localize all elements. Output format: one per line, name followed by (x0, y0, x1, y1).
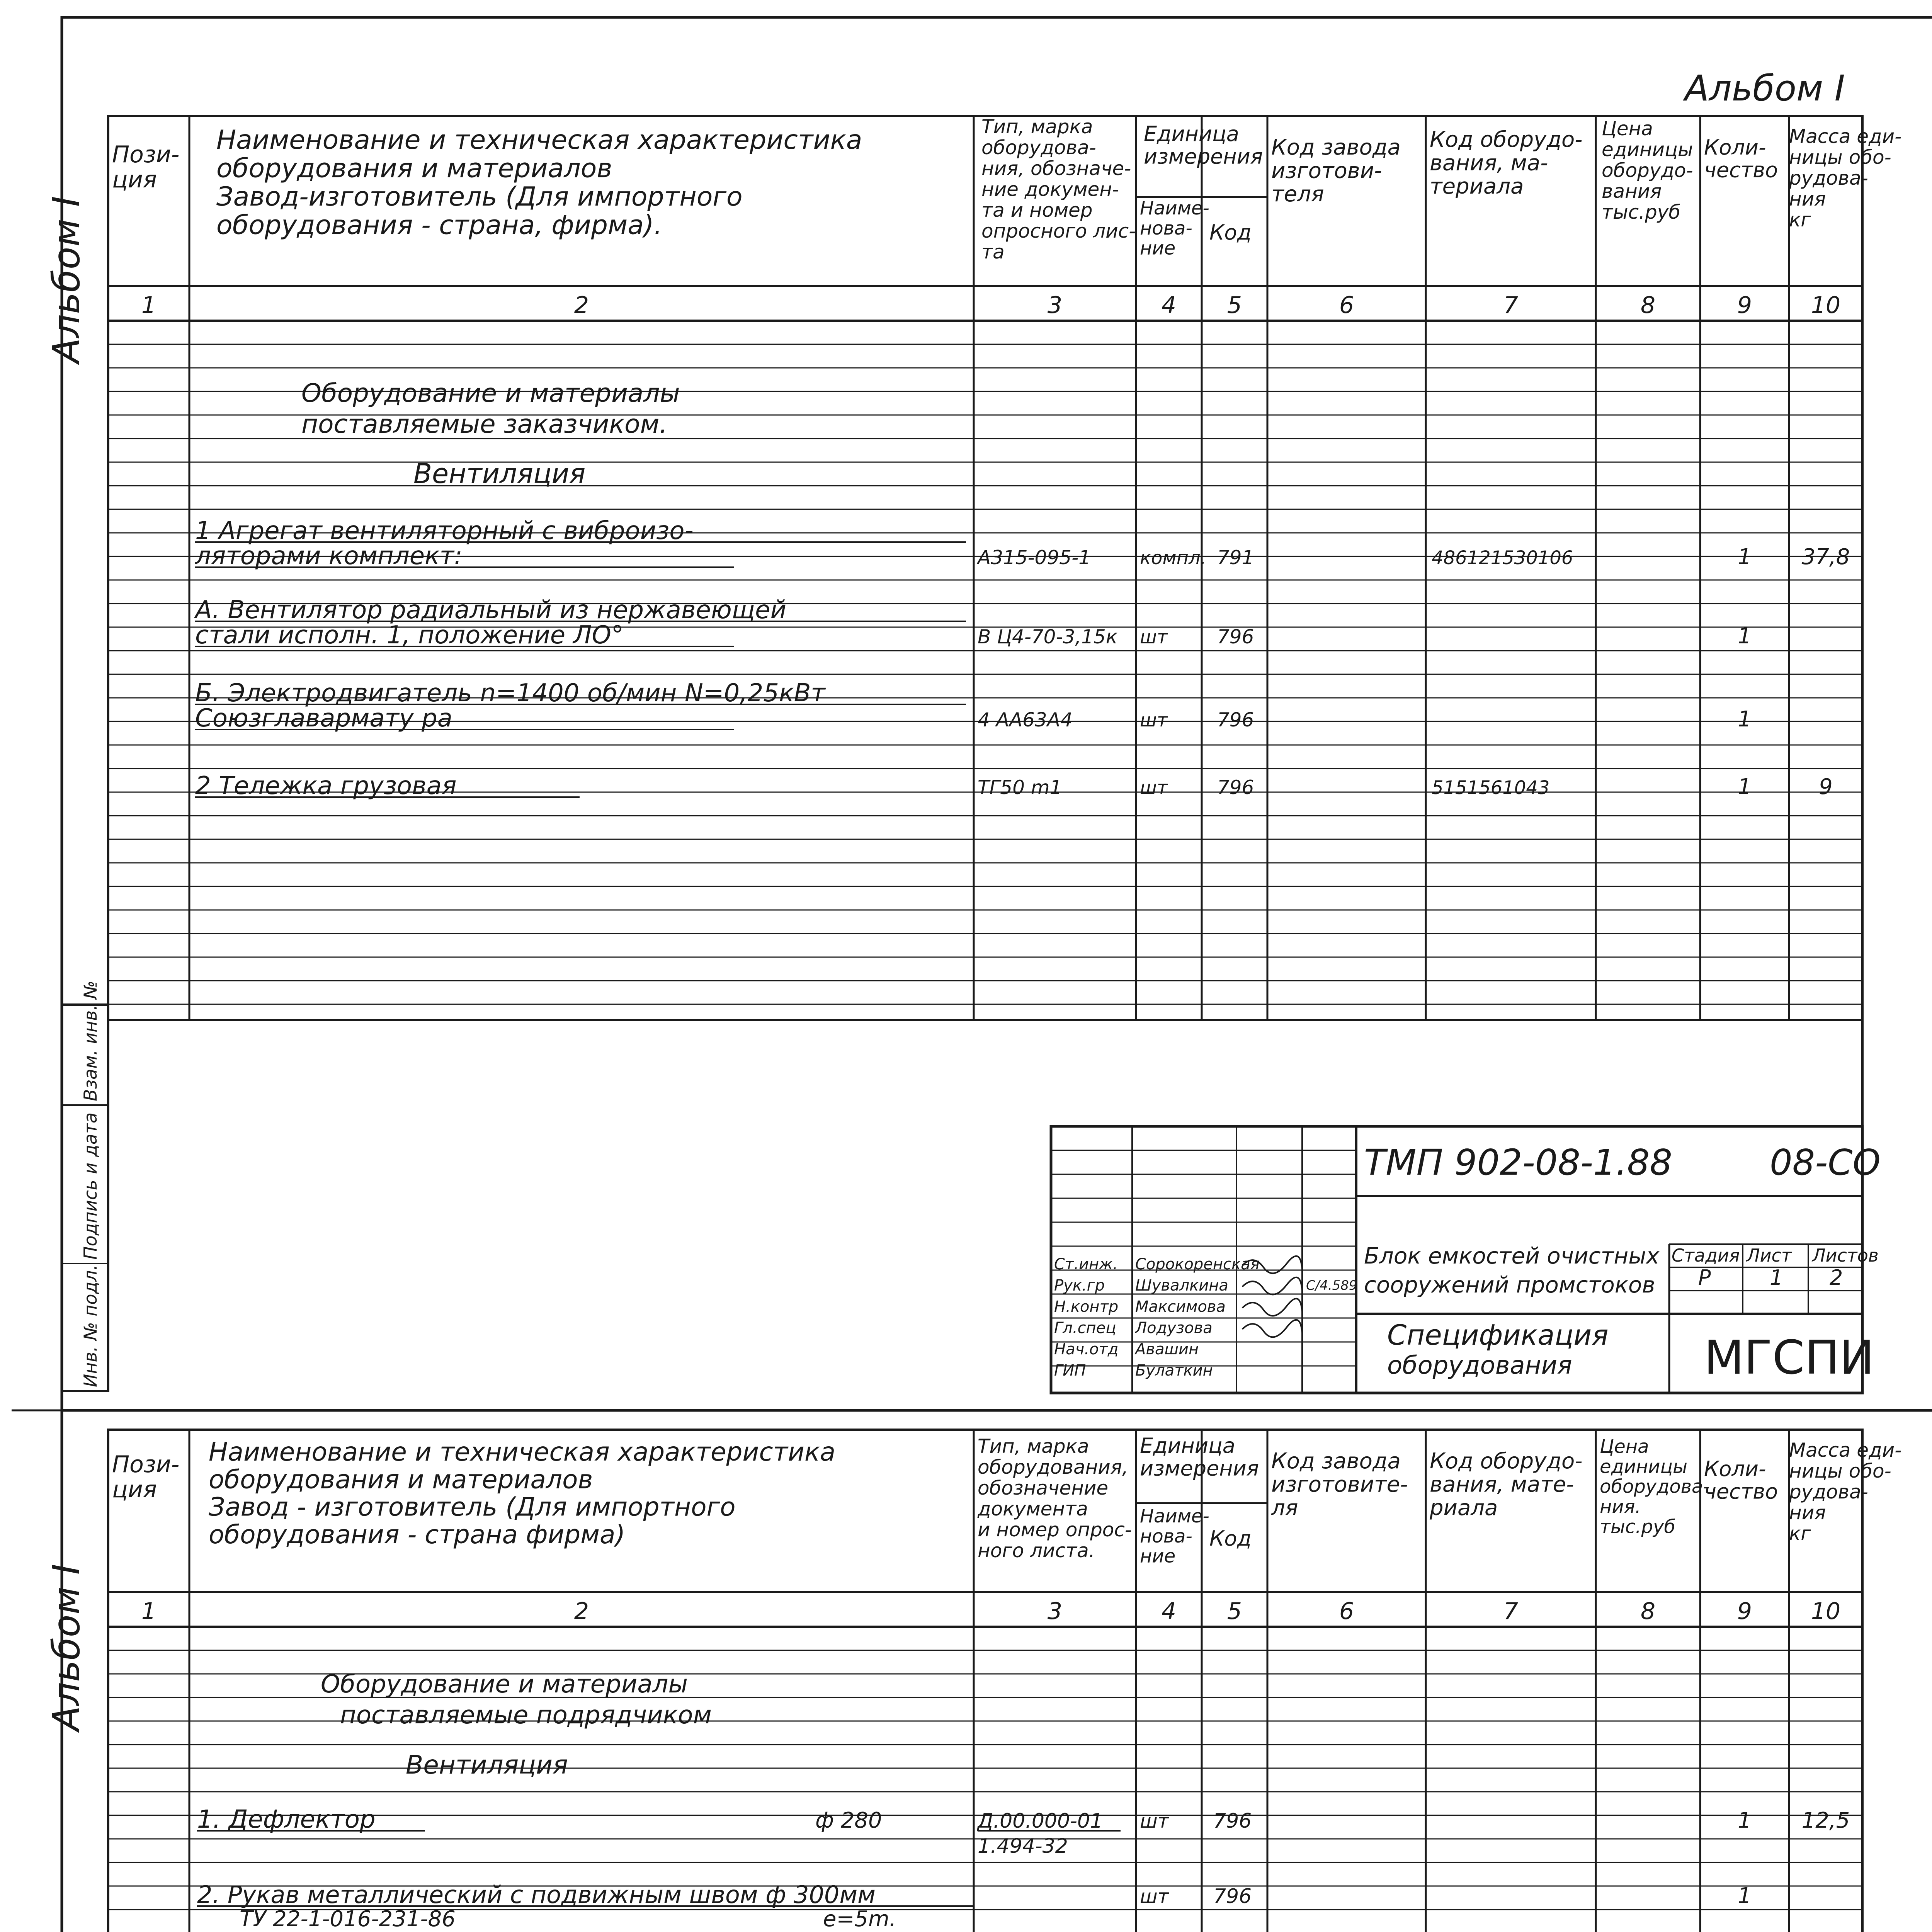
signer-role: Н.контр (1054, 1298, 1119, 1316)
column-number: 2 (574, 1598, 589, 1625)
album-label: Альбом I (1685, 68, 1845, 109)
col-header-unit: Единица измерения (1140, 1434, 1259, 1481)
column-number: 10 (1811, 292, 1841, 319)
signature (1242, 1277, 1302, 1295)
side-stamp-top (62, 981, 108, 1391)
item-type: 4 АА63А4 (978, 709, 1073, 731)
item-type: 1.494-32 (978, 1835, 1068, 1858)
title-block-top (1051, 1126, 1881, 1393)
column-numbers (141, 1598, 1840, 1625)
table-header (108, 116, 1901, 286)
signer-role: Нач.отд (1054, 1340, 1119, 1358)
col-header-equip: Код оборудо-вания, ма-териала (1430, 127, 1583, 199)
item-unit: компл. (1140, 547, 1206, 569)
col-header-plant: Код завода изготовите-ля (1271, 1449, 1408, 1520)
item-mass: 37,8 (1801, 544, 1850, 570)
subsection-title: Вентиляция (413, 458, 586, 490)
item-name: 2 Тележка грузовая (195, 772, 457, 800)
doc-suffix: 08-СО (1770, 1142, 1881, 1183)
item-unit-code: 796 (1217, 709, 1254, 731)
col-header-type: Тип, марка оборудова-ния, обозначе-ние докумен-та и номер опросного лис-та (981, 116, 1136, 263)
item-unit-code: 796 (1213, 1810, 1252, 1833)
items-bottom (197, 1805, 1850, 1932)
signer-role: ГИП (1054, 1362, 1086, 1379)
section-title: поставляемые заказчиком. (301, 409, 668, 439)
column-number: 5 (1227, 1598, 1242, 1625)
side-album-label-bottom: Альбом I (45, 1564, 88, 1731)
column-numbers (141, 292, 1840, 319)
item-length: e=5m. (823, 1906, 896, 1932)
col-header-unit: Единица измерения (1144, 122, 1263, 169)
item-quantity: 1 (1738, 624, 1752, 649)
item-quantity: 1 (1738, 1883, 1752, 1908)
signer-name: Авашин (1135, 1340, 1199, 1358)
spec-table-top (108, 116, 1901, 1391)
item-name: Б. Электродвигатель n=1400 об/мин N=0,25кВт (195, 679, 825, 707)
col-header-equip: Код оборудо-вания, мате-риала (1430, 1449, 1583, 1520)
col-header-unit-name: Наиме-нова-ние (1140, 197, 1209, 259)
column-number: 4 (1161, 292, 1177, 319)
stage-label: Стадия (1672, 1245, 1740, 1266)
column-number: 3 (1047, 292, 1063, 319)
col-header-name: Наименование и техническая характеристика оборудования и материалов Завод-изготовитель (Для импортного оборудования - страна, фирма). (216, 125, 862, 241)
signature (1242, 1299, 1302, 1316)
col-header-unit-code: Код (1209, 1526, 1252, 1551)
item-equipment-code: 5151561043 (1432, 777, 1550, 799)
sheet-label: Лист (1747, 1245, 1792, 1266)
col-header-price: Цена единицы оборудо-вания тыс.руб (1602, 117, 1693, 223)
signer-name: Лодузова (1135, 1319, 1213, 1337)
signer-name: Булаткин (1135, 1362, 1213, 1379)
column-number: 8 (1640, 292, 1656, 319)
date-mark: С/4.589 (1306, 1278, 1357, 1293)
column-number: 9 (1737, 292, 1752, 319)
col-header-unit-name: Наиме-нова-ние (1140, 1505, 1209, 1567)
col-header-price: Цена единицы оборудова-ния. тыс.руб (1600, 1436, 1710, 1538)
column-number: 7 (1503, 1598, 1519, 1625)
item-name: 1 Агрегат вентиляторный с виброизо- (195, 517, 694, 545)
item-unit-code: 796 (1213, 1885, 1252, 1908)
signature (1242, 1320, 1302, 1337)
item-spec: ТУ 22-1-016-231-86 (240, 1906, 456, 1932)
column-lines (108, 116, 1862, 1391)
column-number: 1 (141, 1598, 156, 1625)
stage-value: Р (1698, 1265, 1711, 1290)
item-mass: 12,5 (1801, 1808, 1850, 1833)
item-name: ляторами комплект: (195, 542, 463, 570)
col-header-mass: Масса еди-ницы обо-рудова-ния кг (1789, 1439, 1902, 1545)
col-header-unit-code: Код (1209, 220, 1252, 245)
col-header-name: Наименование и техническая характеристика оборудования и материалов Завод - изготовитель (Для импортного оборудования - страна фирма) (209, 1437, 836, 1549)
item-quantity: 1 (1738, 707, 1752, 732)
section-title: поставляемые подрядчиком (340, 1701, 712, 1730)
side-stamp-label: Взам. инв. № (80, 980, 101, 1101)
item-unit: шт (1140, 1885, 1169, 1908)
col-header-type: Тип, марка оборудования, обозначение документа и номер опрос-ного листа. (978, 1435, 1132, 1562)
signer-name: Максимова (1135, 1298, 1226, 1316)
doc-code: ТМП 902-08-1.88 (1364, 1142, 1672, 1183)
side-stamp-label: Подпись и дата (80, 1112, 101, 1260)
signer-role: Гл.спец (1054, 1319, 1116, 1337)
column-number: 6 (1339, 1598, 1354, 1625)
sheets-value: 2 (1830, 1265, 1843, 1290)
object-title: Блок емкостей очистных (1364, 1243, 1660, 1269)
object-title: сооружений промстоков (1364, 1272, 1655, 1298)
items-top (194, 517, 1850, 800)
column-number: 7 (1503, 292, 1519, 319)
document-title: оборудования (1387, 1351, 1572, 1380)
col-header-position: Пози-ция (112, 1451, 180, 1503)
item-mass: 9 (1819, 774, 1833, 799)
item-quantity: 1 (1738, 774, 1752, 799)
item-unit: шт (1140, 709, 1168, 731)
column-number: 10 (1811, 1598, 1841, 1625)
table-row (194, 517, 1850, 570)
item-unit-code: 796 (1217, 776, 1254, 799)
col-header-plant: Код завода изготови-теля (1271, 135, 1401, 207)
subsection-title: Вентиляция (406, 1750, 568, 1780)
column-number: 3 (1047, 1598, 1063, 1625)
item-type: В Ц4-70-3,15к (978, 626, 1118, 648)
item-unit: шт (1140, 777, 1168, 799)
organization: МГСПИ (1704, 1331, 1874, 1385)
side-stamp-label: Инв. № подл. (80, 1264, 101, 1387)
column-number: 6 (1339, 292, 1354, 319)
signer-name: Сорокоренская (1135, 1255, 1260, 1273)
col-header-qty: Коли-чество (1704, 135, 1778, 182)
item-unit-code: 796 (1217, 626, 1254, 648)
column-number: 1 (141, 292, 156, 319)
col-header-qty: Коли-чество (1704, 1457, 1778, 1504)
table-header (108, 1430, 1901, 1592)
signer-role: Рук.гр (1054, 1277, 1105, 1294)
col-header-position: Пози-ция (112, 141, 180, 193)
side-album-label-top: Альбом I (45, 196, 88, 363)
spec-table-bottom (108, 1430, 1901, 1932)
section-title: Оборудование и материалы (301, 378, 680, 408)
item-unit: шт (1140, 626, 1168, 648)
column-number: 4 (1161, 1598, 1177, 1625)
item-quantity: 1 (1738, 544, 1752, 570)
item-unit-code: 791 (1217, 546, 1254, 569)
item-name: А. Вентилятор радиальный из нержавеющей (195, 596, 787, 624)
table-row (197, 1805, 1850, 1858)
table-row (195, 772, 1833, 800)
item-type: Д.00.000-01 (978, 1810, 1103, 1833)
column-number: 9 (1737, 1598, 1752, 1625)
section-title: Оборудование и материалы (321, 1670, 688, 1699)
item-quantity: 1 (1738, 1808, 1752, 1833)
item-name: 2. Рукав металлический с подвижным швом ф 300мм (197, 1881, 876, 1909)
sheets-label: Листов (1812, 1245, 1879, 1266)
item-type: ТГ50 m1 (978, 776, 1062, 799)
signer-role: Ст.инж. (1054, 1255, 1118, 1273)
column-number: 8 (1640, 1598, 1656, 1625)
item-equipment-code: 486121530106 (1432, 547, 1573, 569)
item-diameter: ф 280 (815, 1808, 882, 1833)
signer-name: Шувалкина (1135, 1277, 1228, 1294)
column-number: 2 (574, 292, 589, 319)
item-name: Союзглавармату ра (195, 704, 452, 733)
item-name: стали исполн. 1, положение ЛО° (195, 621, 624, 650)
sheet-value: 1 (1770, 1265, 1783, 1290)
document-title: Спецификация (1387, 1319, 1609, 1351)
column-number: 5 (1227, 292, 1242, 319)
col-header-mass: Масса еди-ницы обо-рудова-ния кг (1789, 125, 1902, 231)
item-type: А315-095-1 (978, 546, 1091, 569)
item-unit: шт (1140, 1810, 1169, 1832)
item-name: 1. Дефлектор (197, 1805, 376, 1834)
